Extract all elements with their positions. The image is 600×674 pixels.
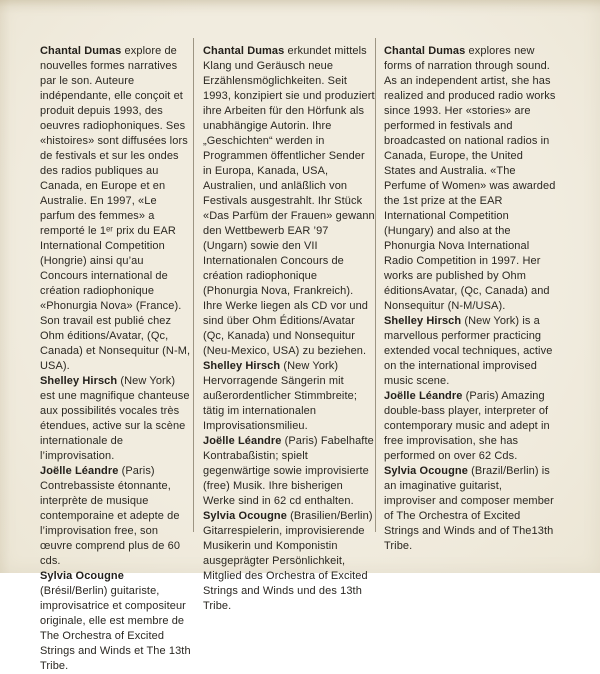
artist-name: Shelley Hirsch [40, 375, 118, 387]
column-french [40, 44, 193, 674]
bio-text: (Paris) Contrebassiste étonnante, interprète de musique contemporaine et adepte de l’improvisation free, son œuvre comprend plus de 60 cds. [40, 465, 181, 567]
bio-text: explores new forms of narration through sound. As an independent artist, she has realized and produced radio works since 1993. Her «stories» are performed in festivals and broadcasted on national radios in Canada, Europe, the United States and Australia. «The Perfume of Women» was awarded the 1st prize at the EAR International Competition (Hungary) and also at the Phonurgia Nova International Radio Competition in 1997. Her works are published by Ohm éditionsAvatar, (Qc, Canada) and Nonsequitur (N-M/USA). [384, 45, 556, 312]
bio-text: (Brasilien/Berlin) Gitarrespielerin, improvisierende Musikerin und Komponistin ausgeprägter Persönlichkeit, Mitglied des Orchestra of Excited Strings and Winds und des 13th Tribe. [203, 510, 373, 612]
column-divider [375, 38, 376, 532]
bio-text: (New York) Hervorragende Sängerin mit außerordentlicher Stimmbreite; tätig im internationalen Improvisationsmilieu. [203, 360, 358, 432]
artist-name: Chantal Dumas [384, 45, 466, 57]
bio-paragraph [384, 464, 556, 554]
bio-paragraph [40, 464, 193, 569]
artist-name: Chantal Dumas [203, 45, 285, 57]
column-german [203, 44, 375, 674]
bio-paragraph [203, 434, 375, 509]
bio-paragraph [384, 389, 556, 464]
bio-paragraph [40, 44, 193, 374]
bio-text: (Brésil/Berlin) guitariste, improvisatrice et compositeur originale, elle est membre de The Orchestra of Excited Strings and Winds et The 13th Tribe. [40, 585, 191, 672]
artist-name: Shelley Hirsch [384, 315, 462, 327]
bio-text: (Paris) Amazing double-bass player, interpreter of contemporary music and adept in free improvisation, she has performed on over 62 Cds. [384, 390, 550, 462]
bio-text: (New York) is a marvellous performer practicing extended vocal techniques, active on the international improvised music scene. [384, 315, 553, 387]
artist-name: Joëlle Léandre [384, 390, 463, 402]
bio-paragraph [40, 374, 193, 464]
artist-name: Joëlle Léandre [203, 435, 282, 447]
bio-paragraph [384, 314, 556, 389]
bio-text: (Paris) Fabelhafte Kontrabaßistin; spielt gegenwärtige sowie improvisierte (free) Musik. Ihre bisherigen Werke sind in 62 cd enthalten. [203, 435, 374, 507]
artist-name: Sylvia Ocougne [40, 570, 124, 582]
artist-name: Sylvia Ocougne [384, 465, 468, 477]
column-english [384, 44, 556, 674]
bio-paragraph [40, 569, 193, 674]
artist-name: Sylvia Ocougne [203, 510, 287, 522]
bio-text: (Brazil/Berlin) is an imaginative guitarist, improviser and composer member of The Orchestra of Excited Strings and Winds and of The13th Tribe. [384, 465, 554, 552]
bio-paragraph [384, 44, 556, 314]
artist-name: Shelley Hirsch [203, 360, 281, 372]
bio-text: explore de nouvelles formes narratives par le son. Auteure indépendante, elle conçoit et produit depuis 1993, des oeuvres radiophoniques. Ses «histoires» sont diffusées lors de festivals et sur les ondes des radios publiques au Canada, en Europe et en Australie. En 1997, «Le parfum des femmes» a remporté le 1ᵉʳ prix du EAR International Competition (Hongrie) ainsi qu’au Concours international de création radiophonique «Phonurgia Nova» (France). Son travail est publié chez Ohm éditions/Avatar, (Qc, Canada) et Nonsequitur (N-M, USA). [40, 45, 191, 372]
bio-paragraph [203, 44, 375, 359]
column-divider [193, 38, 194, 532]
bio-text: (New York) est une magnifique chanteuse aux possibilités vocales très étendues, active sur la scène internationale de l’improvisation. [40, 375, 190, 462]
artist-name: Chantal Dumas [40, 45, 122, 57]
bio-paragraph [203, 509, 375, 614]
bio-paragraph [203, 359, 375, 434]
bio-text: erkundet mittels Klang und Geräusch neue Erzählensmöglichkeiten. Seit 1993, konzipiert sie und produziert ihre Arbeiten für den Hörfunk als unabhängige Autorin. Ihre „Geschichten“ werden in Programmen öffentlicher Sender in Europa, Kanada, USA, Australien, und anläßlich von Festivals ausgestrahlt. Ihr Stück «Das Parfüm der Frauen» gewann den Wettbewerb EAR ’97 (Ungarn) sowie den VII Internationalen Concours de création radiophonique (Phonurgia Nova, Frankreich). Ihre Werke liegen als CD vor und sind über Ohm Éditions/Avatar (Qc, Kanada) und Nonsequitur (Neu-Mexico, USA) zu beziehen. [203, 45, 375, 357]
artist-name: Joëlle Léandre [40, 465, 119, 477]
